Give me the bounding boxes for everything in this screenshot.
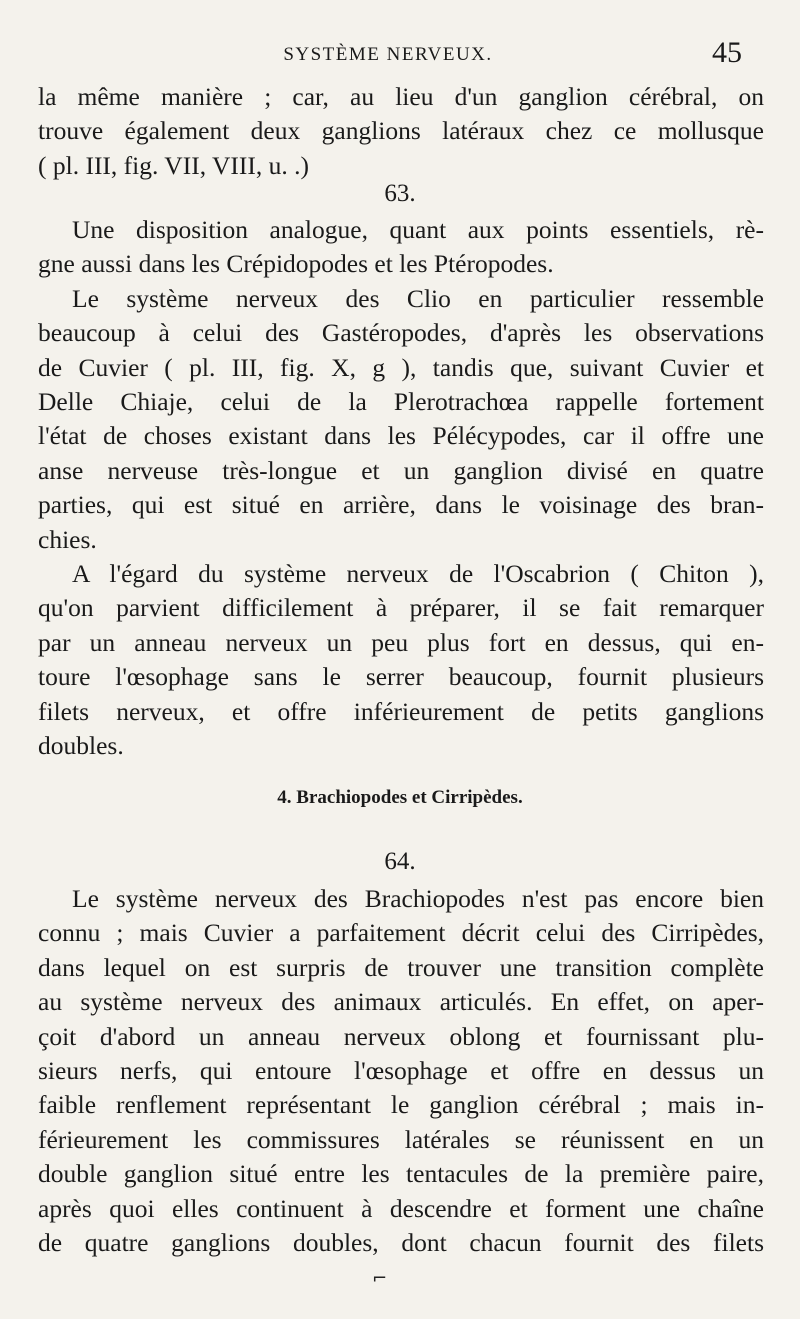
text-line: Delle Chiaje, celui de la Plerotrachœa rappelle fortement xyxy=(38,387,764,417)
text-line: au système nerveux des animaux articulés. En effet, on aper- xyxy=(38,987,764,1017)
section-63-body xyxy=(38,213,764,764)
continuation-paragraph xyxy=(38,80,764,183)
section-number-64: 64. xyxy=(384,848,416,875)
text-line: ( pl. III, fig. VII, VIII, u. .) xyxy=(38,150,309,180)
text-line: chies. xyxy=(38,524,97,554)
text-line: la même manière ; car, au lieu d'un ganglion cérébral, on xyxy=(38,82,764,111)
text-line: beaucoup à celui des Gastéropodes, d'après les observations xyxy=(38,318,764,348)
text-line: faible renflement représentant le ganglion cérébral ; mais in- xyxy=(38,1090,764,1120)
catchword-mark: ⌐ xyxy=(372,1268,388,1289)
text-line: sieurs nerfs, qui entoure l'œsophage et offre en dessus un xyxy=(38,1056,764,1086)
text-line: par un anneau nerveux un peu plus fort en dessus, qui en- xyxy=(38,627,764,657)
text-line: double ganglion situé entre les tentacules de la première paire, xyxy=(38,1159,764,1189)
text-line: de quatre ganglions doubles, dont chacun fournit des filets xyxy=(38,1228,764,1258)
text-line: toure l'œsophage sans le serrer beaucoup, fournit plusieurs xyxy=(38,662,764,692)
text-line: Le système nerveux des Clio en particulier ressemble xyxy=(72,283,764,313)
text-line: Le système nerveux des Brachiopodes n'est pas encore bien xyxy=(72,884,764,913)
text-line: trouve également deux ganglions latéraux chez ce mollusque xyxy=(38,116,764,146)
running-head xyxy=(38,36,742,76)
text-line: qu'on parvient difficilement à préparer, il se fait remarquer xyxy=(38,593,764,623)
text-line: anse nerveuse très-longue et un ganglion divisé en quatre xyxy=(38,455,764,485)
section-64-body xyxy=(38,882,764,1260)
text-line: Une disposition analogue, quant aux points essentiels, rè- xyxy=(72,215,764,244)
section-number-63: 63. xyxy=(384,180,416,207)
text-line: doubles. xyxy=(38,731,124,761)
text-line: l'état de choses existant dans les Pélécypodes, car il offre une xyxy=(38,421,764,451)
text-line: férieurement les commissures latérales se réunissent en un xyxy=(38,1124,764,1154)
text-line: parties, qui est situé en arrière, dans le voisinage des bran- xyxy=(38,490,764,520)
text-line: après quoi elles continuent à descendre et forment une chaîne xyxy=(38,1193,764,1223)
page-number: 45 xyxy=(712,36,742,69)
text-line: çoit d'abord un anneau nerveux oblong et fournissant plu- xyxy=(38,1021,764,1051)
subheading: 4. Brachiopodes et Cirripèdes. xyxy=(277,787,523,808)
text-line: de Cuvier ( pl. III, fig. X, g ), tandis que, suivant Cuvier et xyxy=(38,352,764,382)
text-line: gne aussi dans les Crépidopodes et les Ptéropodes. xyxy=(38,249,554,279)
text-line: dans lequel on est surpris de trouver une transition complète xyxy=(38,952,764,982)
text-line: A l'égard du système nerveux de l'Oscabrion ( Chiton ), xyxy=(72,559,764,589)
running-title: SYSTÈME NERVEUX. xyxy=(283,44,493,65)
text-line: filets nerveux, et offre inférieurement de petits ganglions xyxy=(38,696,764,726)
text-line: connu ; mais Cuvier a parfaitement décrit celui des Cirripèdes, xyxy=(38,918,764,948)
